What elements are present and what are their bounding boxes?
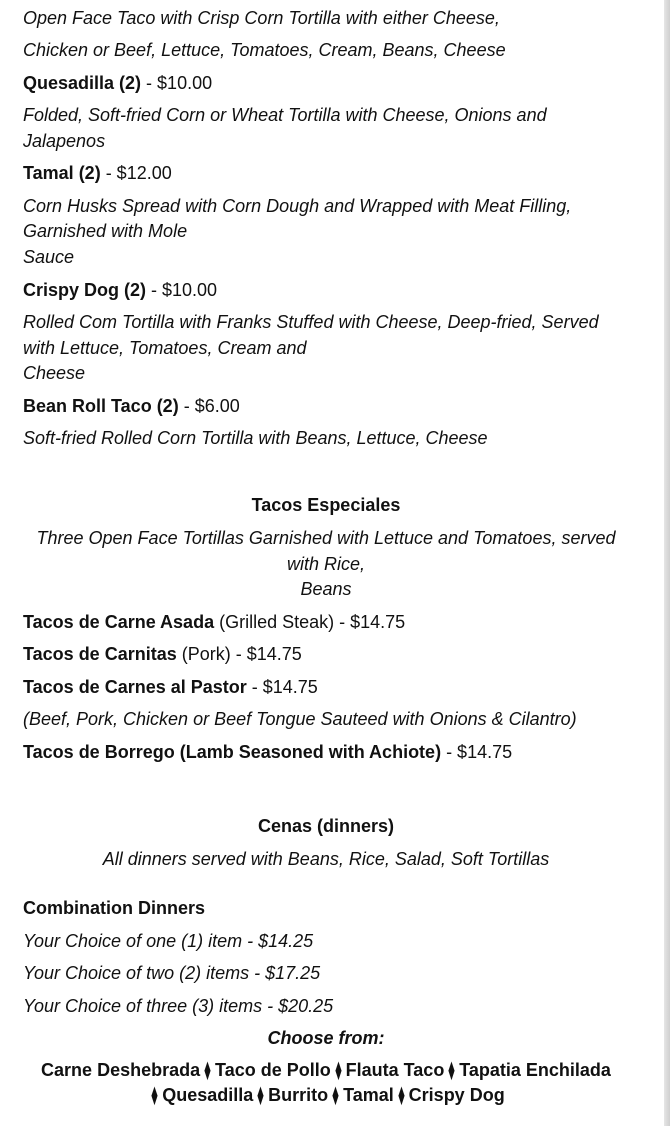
choice-item: Carne Deshebrada (41, 1060, 201, 1080)
item-price: - $14.75 (230, 644, 302, 664)
page-edge-shadow (664, 0, 670, 1126)
item-note: (Grilled Steak) (214, 612, 335, 632)
item-price: - $14.75 (441, 742, 513, 762)
diamond-separator-icon: ⧫ (448, 1060, 455, 1080)
menu-item-carne-asada (23, 609, 634, 635)
item-price: - $14.75 (334, 612, 406, 632)
item-desc-line: Folded, Soft-fried Corn or Wheat Tortilla with Cheese, Onions and (23, 105, 547, 125)
item-name: Tacos de Borrego (Lamb Seasoned with Achiote) (23, 742, 442, 762)
combination-option: Your Choice of three (3) items - $20.25 (23, 996, 334, 1016)
item-name: Crispy Dog (2) (23, 280, 147, 300)
section-desc-line: Three Open Face Tortillas Garnished with Lettuce and Tomatoes, served (36, 528, 616, 548)
diamond-separator-icon: ⧫ (335, 1060, 342, 1080)
choice-item: Quesadilla (162, 1085, 254, 1105)
menu-item-quesadilla (23, 70, 634, 96)
menu-item-al-pastor (23, 674, 634, 700)
menu-item-borrego (23, 739, 634, 765)
choice-item: Burrito (268, 1085, 329, 1105)
diamond-separator-icon: ⧫ (151, 1085, 158, 1105)
item-price: - $12.00 (100, 163, 172, 183)
combination-option: Your Choice of one (1) item - $14.25 (23, 931, 314, 951)
section-desc-line: with Rice, (286, 554, 366, 574)
item-desc-line: Corn Husks Spread with Corn Dough and Wrapped with Meat Filling, (23, 196, 572, 216)
intro-line-1: Open Face Taco with Crisp Corn Tortilla with either Cheese, (23, 8, 500, 28)
item-price: - $14.75 (246, 677, 318, 697)
menu-item-carnitas (23, 641, 634, 667)
item-note: (Pork) (176, 644, 231, 664)
al-pastor-note: (Beef, Pork, Chicken or Beef Tongue Sauteed with Onions & Cilantro) (23, 709, 577, 729)
combination-option: Your Choice of two (2) items - $17.25 (23, 963, 321, 983)
section-desc-line: Beans (300, 579, 352, 599)
item-price: - $6.00 (178, 396, 240, 416)
item-name: Tacos de Carnes al Pastor (23, 677, 247, 697)
diamond-separator-icon: ⧫ (332, 1085, 339, 1105)
item-name: Tacos de Carnitas (23, 644, 177, 664)
item-desc-line: with Lettuce, Tomatoes, Cream and (23, 338, 307, 358)
choice-item: Crispy Dog (408, 1085, 505, 1105)
intro-line-2: Chicken or Beef, Lettuce, Tomatoes, Cream, Beans, Cheese (23, 40, 506, 60)
choose-from-label: Choose from: (267, 1028, 385, 1048)
diamond-separator-icon: ⧫ (398, 1085, 405, 1105)
item-name: Quesadilla (2) (23, 73, 142, 93)
diamond-separator-icon: ⧫ (204, 1060, 211, 1080)
menu-item-tamal (23, 160, 634, 186)
item-name: Tamal (2) (23, 163, 101, 183)
item-price: - $10.00 (146, 280, 218, 300)
menu-item-bean-roll-taco (23, 393, 634, 419)
item-desc-line: Jalapenos (23, 131, 106, 151)
section-heading-combination: Combination Dinners (23, 898, 206, 918)
item-desc-line: Cheese (23, 363, 86, 383)
item-desc-line: Rolled Com Tortilla with Franks Stuffed with Cheese, Deep-fried, Served (23, 312, 599, 332)
item-name: Tacos de Carne Asada (23, 612, 215, 632)
choice-item: Taco de Pollo (215, 1060, 331, 1080)
item-desc-line: Garnished with Mole (23, 221, 188, 241)
combination-choices (18, 1058, 634, 1108)
choice-item: Flauta Taco (345, 1060, 445, 1080)
diamond-separator-icon: ⧫ (257, 1085, 264, 1105)
choice-item: Tamal (343, 1085, 394, 1105)
choice-item: Tapatia Enchilada (459, 1060, 611, 1080)
section-heading-tacos-especiales: Tacos Especiales (251, 495, 401, 515)
item-desc-line: Soft-fried Rolled Corn Tortilla with Beans, Lettuce, Cheese (23, 428, 488, 448)
menu-item-crispy-dog (23, 277, 634, 303)
item-price: - $10.00 (141, 73, 213, 93)
item-name: Bean Roll Taco (2) (23, 396, 179, 416)
item-desc-line: Sauce (23, 247, 75, 267)
section-subheading-cenas: All dinners served with Beans, Rice, Salad, Soft Tortillas (102, 849, 550, 869)
section-heading-cenas: Cenas (dinners) (257, 816, 395, 836)
